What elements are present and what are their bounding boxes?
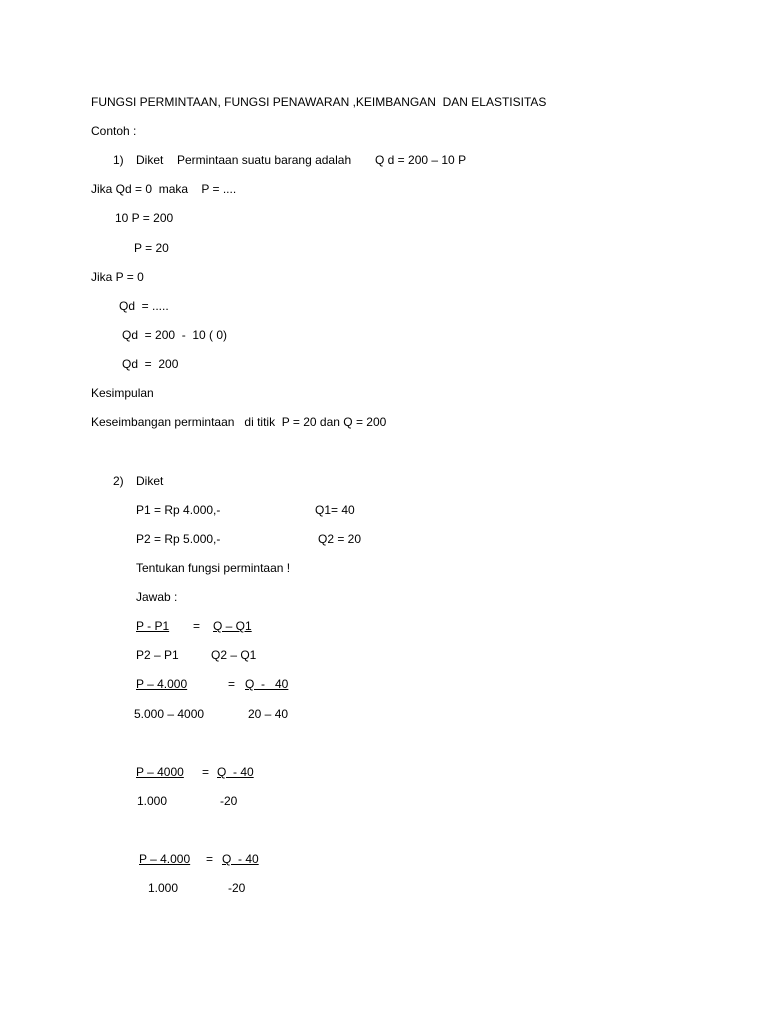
ex1-conclusion: Keseimbangan permintaan di titik P = 20 dan Q = 200: [91, 415, 387, 429]
formula4-denominator-left: 1.000: [148, 881, 179, 895]
contoh-label: Contoh :: [91, 124, 137, 138]
ex1-diket: Diket: [136, 153, 164, 167]
ex2-q1: Q1= 40: [315, 503, 355, 517]
ex2-p1: P1 = Rp 4.000,-: [136, 503, 221, 517]
ex2-q2: Q2 = 20: [318, 532, 362, 546]
ex1-line-2: 10 P = 200: [115, 211, 174, 225]
formula3-numerator-left: P – 4000: [136, 765, 184, 779]
ex2-jawab: Jawab :: [136, 590, 178, 604]
formula2-numerator-right: Q - 40: [245, 677, 289, 691]
formula1-numerator-left: P - P1: [136, 619, 170, 633]
ex2-number: 2): [113, 474, 124, 488]
formula1-numerator-right: Q – Q1: [213, 619, 252, 633]
ex1-formula: Q d = 200 – 10 P: [375, 153, 467, 167]
formula2-denominator-right: 20 – 40: [248, 707, 289, 721]
formula2-denominator-left: 5.000 – 4000: [134, 707, 205, 721]
ex1-line-6: Qd = 200 - 10 ( 0): [122, 328, 228, 342]
formula4-numerator-left: P – 4.000: [139, 852, 191, 866]
formula1-denominator-left: P2 – P1: [136, 648, 179, 662]
kesimpulan-label: Kesimpulan: [91, 386, 154, 400]
formula4-equals: =: [206, 852, 214, 866]
ex2-p2: P2 = Rp 5.000,-: [136, 532, 221, 546]
ex1-statement: Permintaan suatu barang adalah: [177, 153, 352, 167]
formula3-denominator-right: -20: [220, 794, 238, 808]
formula2-equals: =: [228, 677, 236, 691]
formula2-numerator-left: P – 4.000: [136, 677, 188, 691]
ex2-task: Tentukan fungsi permintaan !: [136, 561, 291, 575]
ex1-line-7: Qd = 200: [122, 357, 179, 371]
formula1-denominator-right: Q2 – Q1: [211, 648, 257, 662]
formula4-denominator-right: -20: [228, 881, 246, 895]
ex1-line-3: P = 20: [134, 241, 169, 255]
ex1-number: 1): [113, 153, 124, 167]
formula4-numerator-right: Q - 40: [222, 852, 259, 866]
ex1-line-5: Qd = .....: [119, 299, 169, 313]
ex1-line-4: Jika P = 0: [91, 270, 144, 284]
ex1-line-1: Jika Qd = 0 maka P = ....: [91, 182, 237, 196]
formula3-numerator-right: Q - 40: [217, 765, 254, 779]
formula3-denominator-left: 1.000: [137, 794, 168, 808]
formula3-equals: =: [202, 765, 210, 779]
document-title: FUNGSI PERMINTAAN, FUNGSI PENAWARAN ,KEIMBANGAN DAN ELASTISITAS: [91, 95, 547, 109]
formula1-equals: =: [193, 619, 201, 633]
ex2-diket: Diket: [136, 474, 164, 488]
